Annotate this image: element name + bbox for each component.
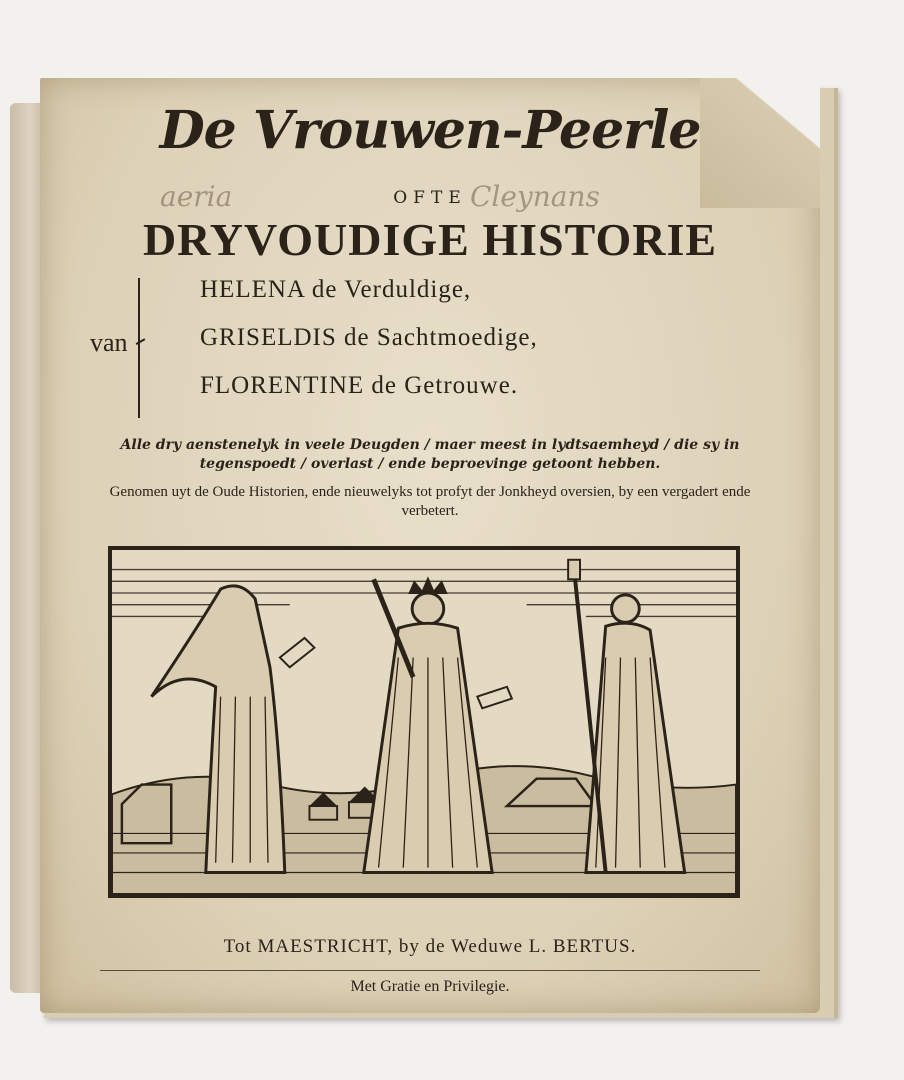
heroine-florentine: FLORENTINE de Getrouwe. (200, 372, 519, 399)
heroine-list (90, 276, 790, 426)
ofte-word: OFTE (393, 188, 467, 208)
origin-text: Genomen uyt de Oude Historien, ende nieuwelyks tot profyt der Jonkheyd oversien, by een vergadert ende verbetert. (109, 484, 751, 519)
privilege-line: Met Gratie en Privilegie. (350, 978, 510, 995)
heroine-helena: HELENA de Verduldige, (200, 276, 472, 303)
woodcut-illustration (108, 546, 740, 898)
brace-icon (138, 278, 156, 418)
subtitle: Alle dry aenstenelyk in veele Deugden / maer meest in lydtsaemheyd / die sy in tegenspoedt / overlast / ende beproevinge getoont hebben. (120, 437, 740, 472)
woodcut-figures-image (112, 550, 736, 894)
heroine-griseldis: GRISELDIS de Sachtmoedige, (200, 324, 538, 351)
handwritten-note-left: aeria (160, 180, 233, 213)
gothic-title: De Vrouwen-Peerle (159, 100, 701, 161)
main-title: DRYVOUDIGE HISTORIE (142, 214, 718, 265)
van-label: van (90, 328, 128, 357)
handwritten-note-right: Cleynans (470, 180, 600, 213)
divider (100, 970, 760, 971)
title-page (40, 78, 820, 1013)
imprint: Tot MAESTRICHT, by de Weduwe L. BERTUS. (223, 936, 637, 957)
book (10, 78, 838, 1028)
